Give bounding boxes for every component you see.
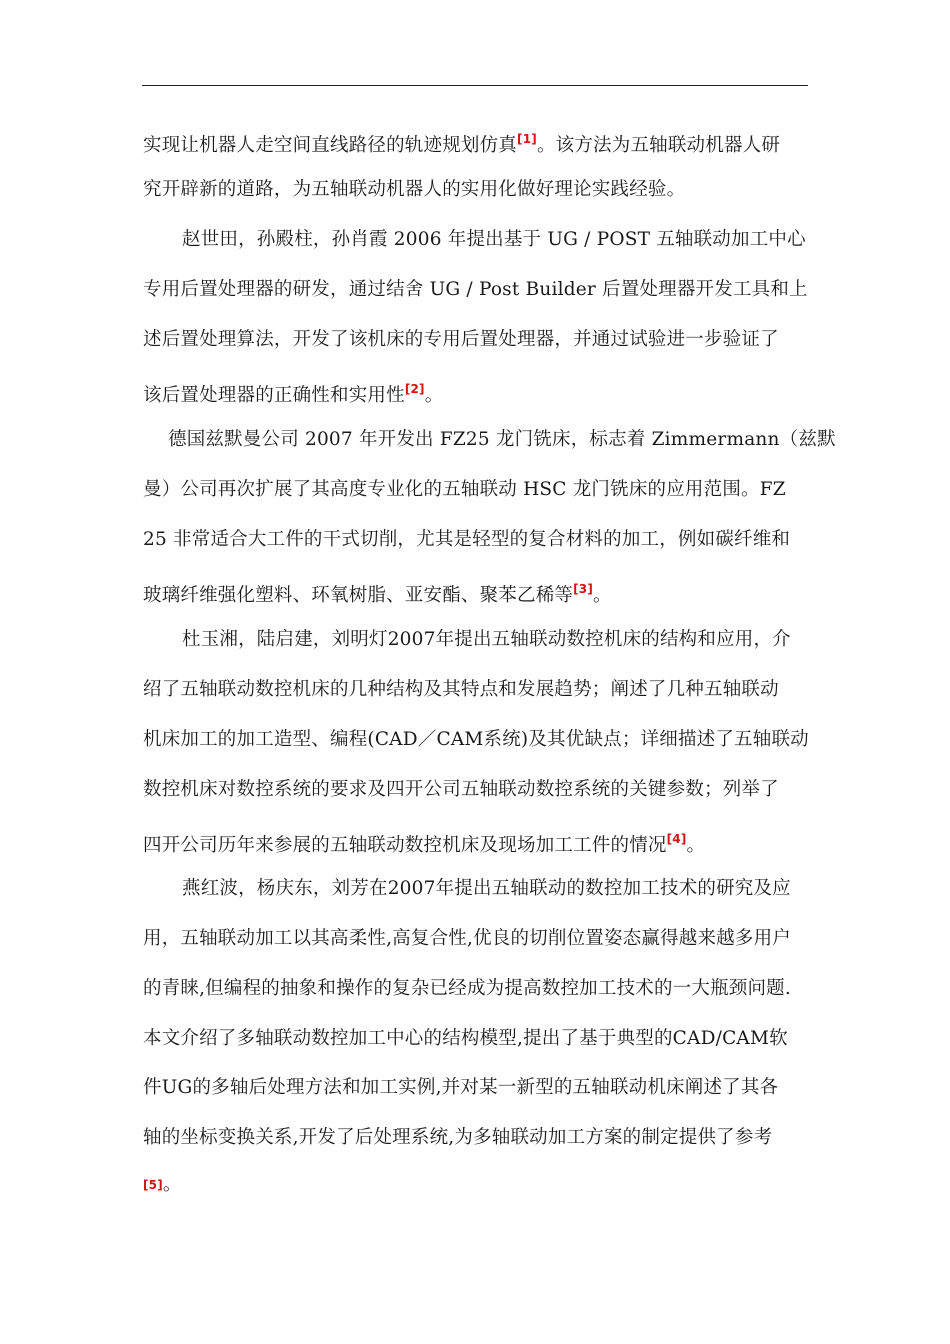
paragraph-3-line-3 bbox=[143, 527, 790, 553]
citation-ref[interactable]: [1] bbox=[517, 132, 537, 146]
body-text: 。 bbox=[162, 1174, 182, 1195]
paragraph-5-line-7 bbox=[143, 1172, 182, 1198]
paragraph-5-line-2 bbox=[143, 926, 791, 952]
body-text: 。该方法为五轴联动机器人研 bbox=[536, 135, 781, 157]
body-text: 专用后置处理器的研发，通过结舍 UG / Post Builder 后置处理器开发工具和上 bbox=[143, 279, 808, 300]
citation-ref[interactable]: [4] bbox=[666, 832, 687, 846]
header-rule bbox=[142, 85, 808, 86]
citation-ref[interactable]: [5] bbox=[143, 1178, 163, 1192]
paragraph-2-line-1 bbox=[182, 227, 806, 253]
body-text: 用，五轴联动加工以其高柔性,高复合性,优良的切削位置姿态赢得越来越多用户 bbox=[143, 928, 791, 949]
paragraph-5-line-1 bbox=[182, 876, 791, 902]
paragraph-2-line-3 bbox=[143, 327, 779, 353]
paragraph-4-line-5 bbox=[143, 827, 706, 857]
body-text: 件UG的多轴后处理方法和加工实例,并对某一新型的五轴联动机床阐述了其各 bbox=[143, 1077, 779, 1098]
body-text: 。 bbox=[424, 385, 444, 407]
body-text: 25 非常适合大工件的干式切削，尤其是轻型的复合材料的加工，例如碳纤维和 bbox=[143, 529, 791, 550]
paragraph-2-line-2 bbox=[143, 277, 808, 303]
paragraph-4-line-2 bbox=[143, 677, 779, 703]
paragraph-2-line-4 bbox=[143, 377, 444, 407]
citation-ref[interactable]: [2] bbox=[404, 382, 425, 396]
body-text: 的青睐,但编程的抽象和操作的复杂已经成为提高数控加工技术的一大瓶颈问题. bbox=[143, 978, 791, 999]
paragraph-4-line-4 bbox=[143, 777, 779, 803]
paragraph-5-line-3 bbox=[143, 976, 791, 1002]
body-text: 。 bbox=[686, 835, 706, 857]
body-text: 赵世田，孙殿柱，孙肖霞 2006 年提出基于 UG / POST 五轴联动加工中心 bbox=[182, 229, 806, 250]
body-text: 轴的坐标变换关系,开发了后处理系统,为多轴联动加工方案的制定提供了参考 bbox=[143, 1127, 773, 1148]
body-text: 该后置处理器的正确性和实用性 bbox=[143, 385, 405, 407]
body-text: 。 bbox=[593, 585, 612, 607]
body-text: 绍了五轴联动数控机床的几种结构及其特点和发展趋势；阐述了几种五轴联动 bbox=[143, 679, 779, 700]
paragraph-3-line-2 bbox=[143, 477, 786, 503]
paragraph-4-line-1 bbox=[182, 627, 791, 653]
body-text: 究开辟新的道路，为五轴联动机器人的实用化做好理论实践经验。 bbox=[143, 179, 686, 200]
citation-ref[interactable]: [3] bbox=[573, 582, 594, 596]
body-text: 四开公司历年来参展的五轴联动数控机床及现场加工工件的情况 bbox=[143, 835, 667, 857]
body-text: 玻璃纤维强化塑料、环氧树脂、亚安酯、聚苯乙稀等 bbox=[143, 585, 574, 607]
paragraph-3-line-1 bbox=[168, 427, 836, 453]
body-text: 机床加工的加工造型、编程(CAD／CAM系统)及其优缺点；详细描述了五轴联动 bbox=[143, 729, 809, 750]
paragraph-5-line-4 bbox=[143, 1026, 788, 1052]
paragraph-5-line-6 bbox=[143, 1125, 772, 1151]
body-text: 实现让机器人走空间直线路径的轨迹规划仿真 bbox=[143, 135, 518, 157]
body-text: 杜玉湘，陆启建，刘明灯2007年提出五轴联动数控机床的结构和应用，介 bbox=[182, 629, 791, 650]
paragraph-5-line-5 bbox=[143, 1075, 778, 1101]
paragraph-4-line-3 bbox=[143, 727, 809, 753]
paragraph-1-line-1 bbox=[143, 127, 781, 157]
body-text: 本文介绍了多轴联动数控加工中心的结构模型,提出了基于典型的CAD/CAM软 bbox=[143, 1028, 788, 1049]
body-text: 燕红波，杨庆东，刘芳在2007年提出五轴联动的数控加工技术的研究及应 bbox=[182, 878, 791, 899]
body-text: 曼）公司再次扩展了其高度专业化的五轴联动 HSC 龙门铣床的应用范围。FZ bbox=[143, 479, 786, 500]
body-text: 数控机床对数控系统的要求及四开公司五轴联动数控系统的关键参数；列举了 bbox=[143, 779, 779, 800]
body-text: 述后置处理算法，开发了该机床的专用后置处理器，并通过试验进一步验证了 bbox=[143, 329, 779, 350]
paragraph-1-line-2 bbox=[143, 177, 685, 203]
paragraph-3-line-4 bbox=[143, 577, 612, 607]
body-text: 德国兹默曼公司 2007 年开发出 FZ25 龙门铣床，标志着 Zimmermann（兹默 bbox=[168, 429, 836, 450]
